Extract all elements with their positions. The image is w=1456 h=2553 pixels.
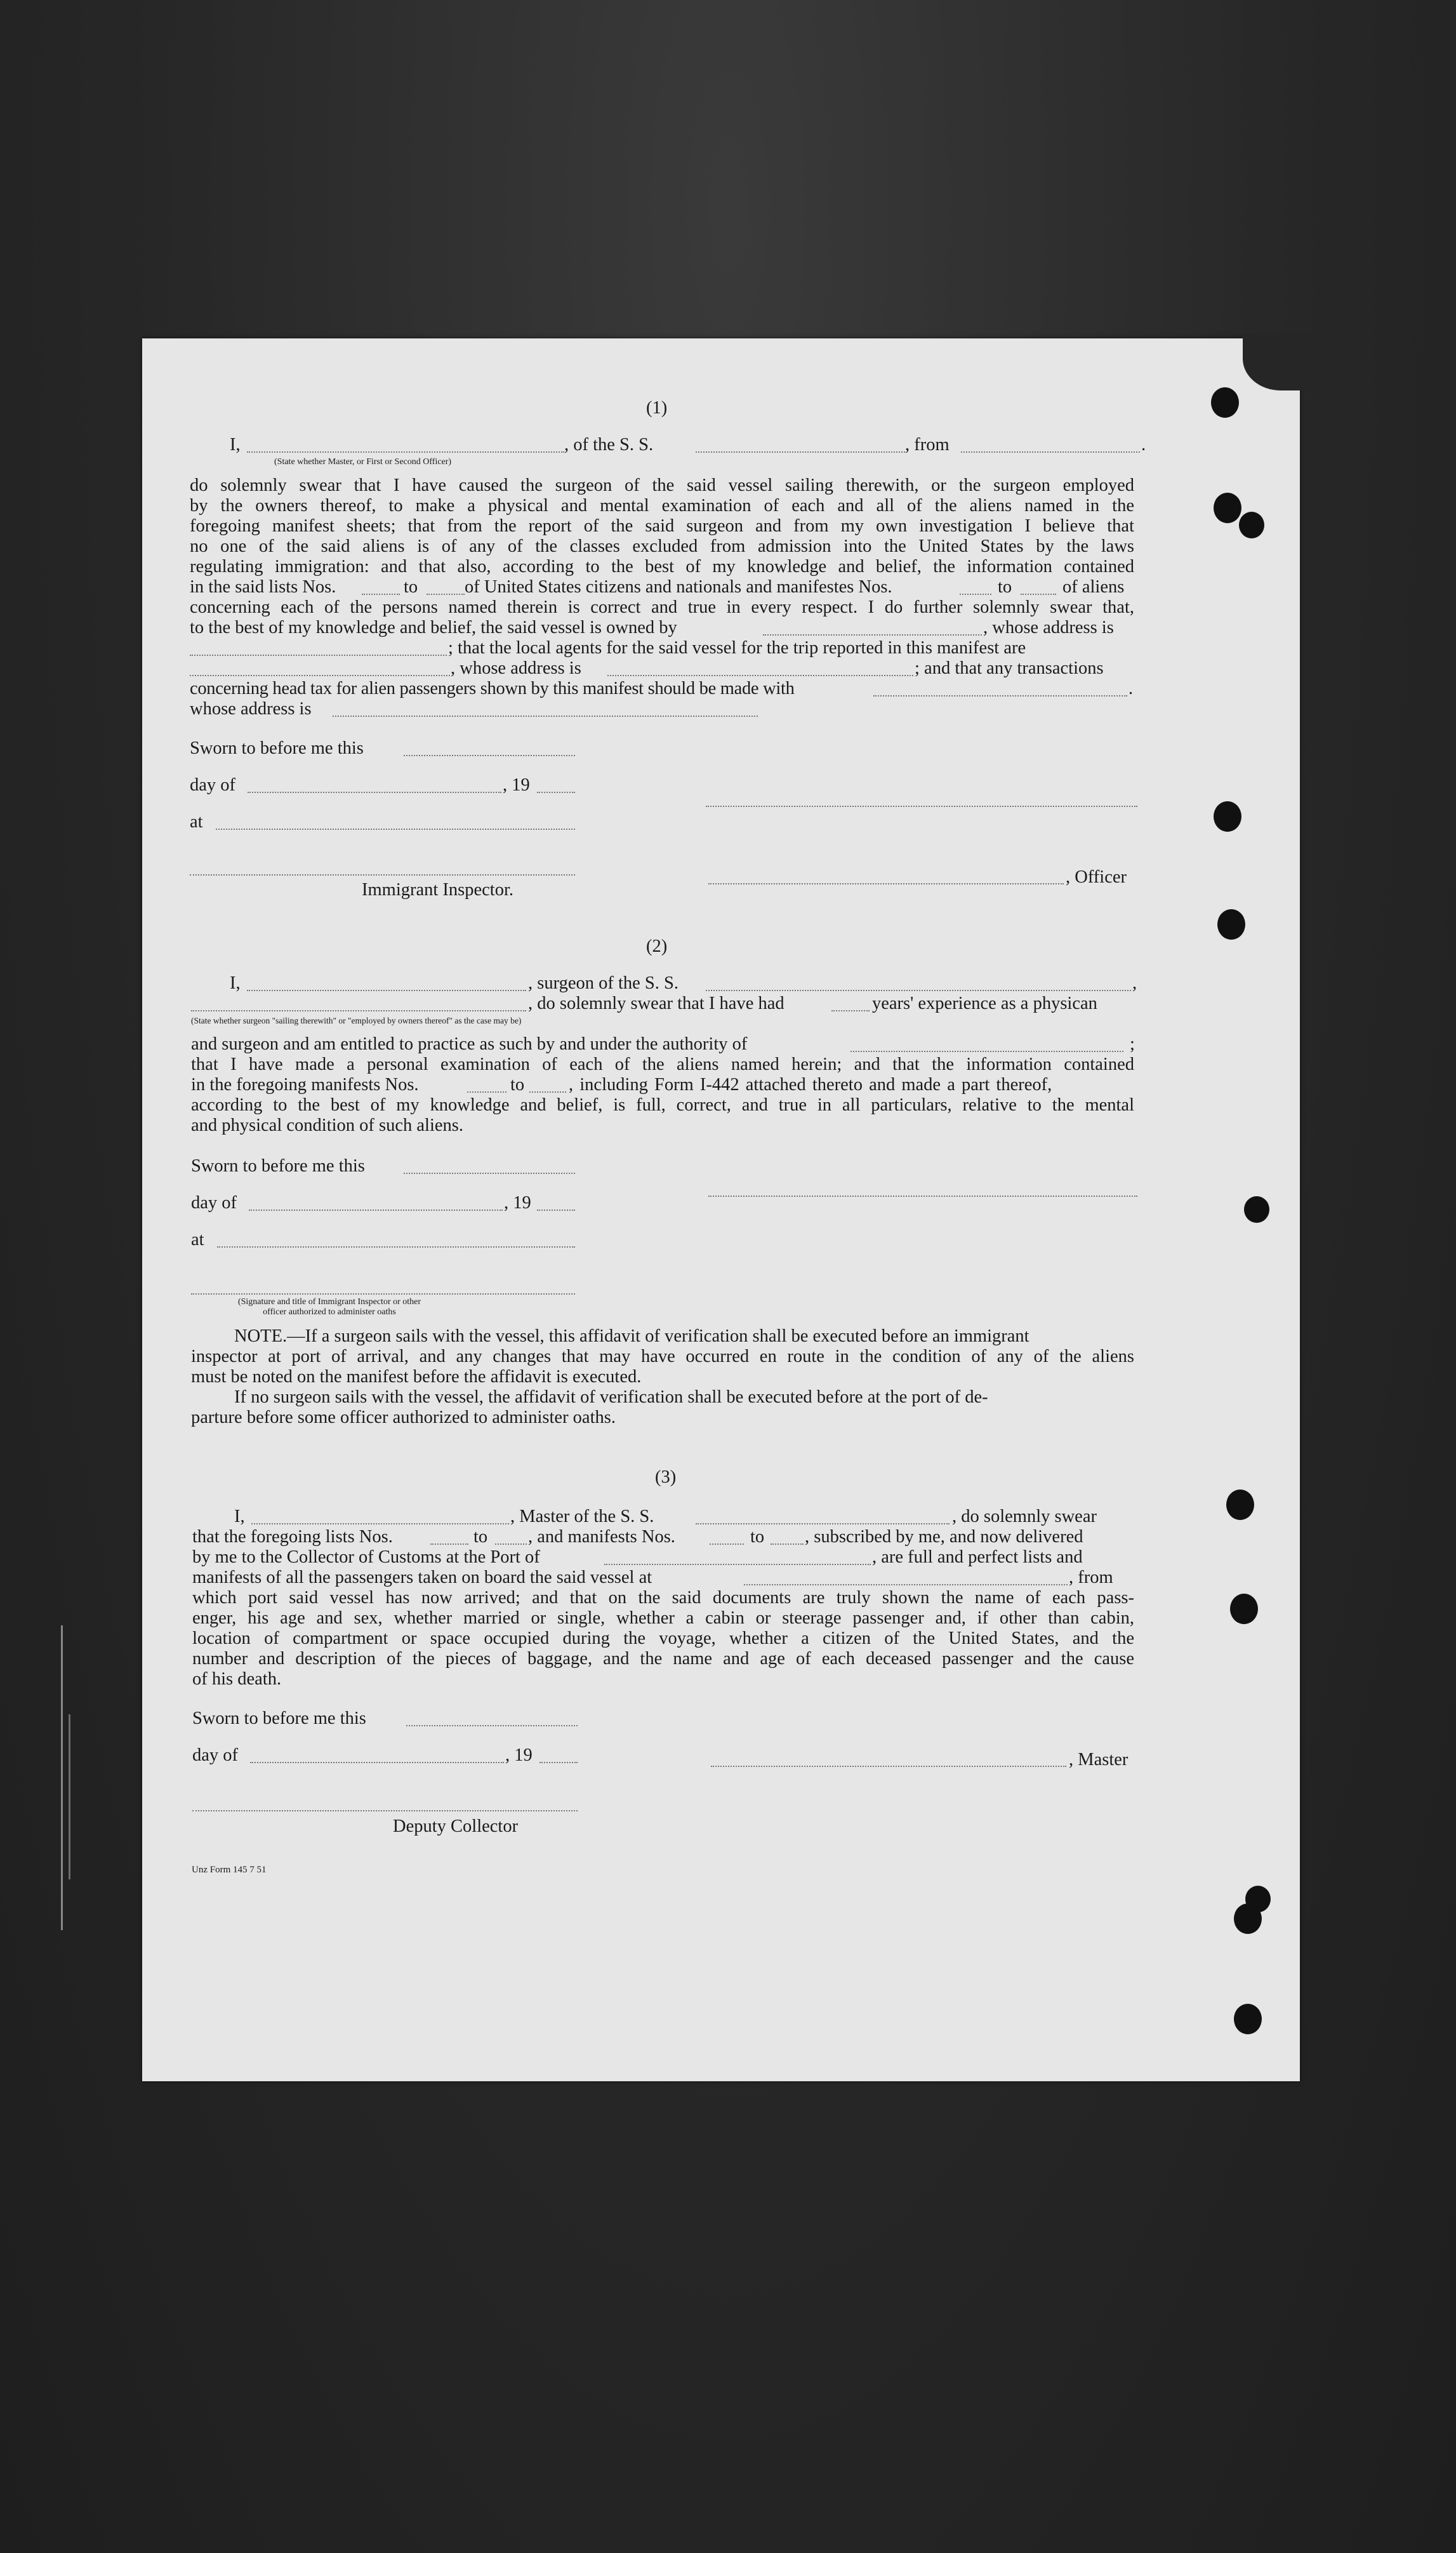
- manifest-form-page: [142, 338, 1300, 2081]
- s1-aliens-label: of aliens: [1062, 577, 1125, 597]
- s1-agents-address-label: , whose address is: [451, 658, 581, 678]
- s2-form-i442-label: , including Form I-442 attached thereto and made a part thereof,: [569, 1075, 1052, 1095]
- s2-comma: ,: [1132, 973, 1137, 993]
- s1-manifests-to-label: to: [998, 577, 1012, 597]
- s2-authority-semicolon: ;: [1130, 1034, 1135, 1054]
- s1-whose-address-field[interactable]: [333, 716, 758, 717]
- s1-lists-to-label: to: [404, 577, 418, 597]
- s2-surgeon-status-field[interactable]: [191, 1010, 526, 1011]
- s1-officer-name-field[interactable]: [247, 451, 564, 453]
- s2-solemnly-label: , do solemnly swear that I have had: [528, 994, 784, 1013]
- s2-knowledge-line: according to the best of my knowledge and belief, is full, correct, and true in all particulars, relative to the mental: [191, 1095, 1134, 1115]
- s3-port-label: by me to the Collector of Customs at the Port of: [192, 1547, 540, 1567]
- s3-from-label: , from: [1069, 1568, 1113, 1587]
- s2-manifests-nos-label: in the foregoing manifests Nos.: [191, 1075, 419, 1095]
- s1-of-ss-label: , of the S. S.: [564, 435, 654, 455]
- s1-head-tax-field[interactable]: [873, 695, 1127, 697]
- s1-manifests-to-field[interactable]: [1021, 594, 1056, 595]
- s1-day-of-label: day of: [190, 775, 236, 795]
- s2-at-label: at: [191, 1230, 204, 1250]
- s2-years-label: years' experience as a physican: [872, 994, 1097, 1013]
- s1-head-tax-label: concerning head tax for alien passengers shown by this manifest should be made with: [190, 679, 795, 698]
- punch-hole: [1239, 512, 1264, 538]
- s3-i-label: I,: [234, 1507, 245, 1526]
- s1-oath-line-2: by the owners thereof, to make a physical and mental examination of each and all of the aliens named in the: [190, 496, 1134, 516]
- s1-agents-field[interactable]: [190, 675, 450, 676]
- s1-citizens-label: of United States citizens and nationals and manifestes Nos.: [465, 577, 892, 597]
- s1-officer-hint: (State whether Master, or First or Second Officer): [274, 457, 452, 467]
- s1-officer-label: , Officer: [1066, 867, 1127, 887]
- s1-period: .: [1141, 435, 1146, 455]
- s2-years-field[interactable]: [831, 1010, 870, 1011]
- s2-surgeon-hint: (State whether surgeon "sailing therewith" or "employed by owners thereof" as the case may be): [191, 1016, 522, 1025]
- s2-note-line-1: NOTE.—If a surgeon sails with the vessel, this affidavit of verification shall be executed before an immigrant: [234, 1326, 1029, 1346]
- s3-lists-to-label: to: [473, 1527, 488, 1547]
- s1-oath-line-4: no one of the said aliens is of any of the classes excluded from admission into the United States by the laws: [190, 537, 1134, 556]
- s3-embark-port-field[interactable]: [744, 1584, 1068, 1585]
- s2-manifests-to-label: to: [510, 1075, 525, 1095]
- s2-signature-hint: (Signature and title of Immigrant Inspector or other officer authorized to administer oaths: [237, 1297, 421, 1317]
- punch-hole: [1234, 1903, 1262, 1934]
- s2-note-line-5: parture before some officer authorized to administer oaths.: [191, 1408, 616, 1427]
- s3-solemnly-label: , do solemnly swear: [952, 1507, 1097, 1526]
- s1-transactions-label: ; and that any transactions: [915, 658, 1104, 678]
- punch-hole: [1244, 1196, 1269, 1223]
- s3-manifests-to-field[interactable]: [771, 1543, 804, 1545]
- s2-year-label: , 19: [504, 1193, 531, 1213]
- s3-day-of-field[interactable]: [250, 1762, 504, 1763]
- section-3-number: (3): [655, 1467, 677, 1487]
- s1-owner-field[interactable]: [763, 634, 982, 636]
- s2-note-line-4: If no surgeon sails with the vessel, the affidavit of verification shall be executed before at the port of de-: [234, 1387, 988, 1407]
- s3-ship-name-field[interactable]: [696, 1523, 950, 1524]
- scan-scratch: [61, 1625, 63, 1930]
- scan-scratch: [69, 1714, 70, 1879]
- punch-hole: [1211, 387, 1239, 418]
- s1-officer-signature-line[interactable]: [706, 806, 1137, 807]
- s1-agents-address-field[interactable]: [607, 675, 913, 676]
- s1-head-tax-period: .: [1128, 679, 1134, 698]
- s2-inspector-signature-line[interactable]: [191, 1293, 575, 1295]
- s1-from-port-field[interactable]: [961, 451, 1140, 453]
- s3-collector-signature-line[interactable]: [192, 1810, 578, 1811]
- s3-oath-line-4: number and description of the pieces of baggage, and the name and age of each deceased passenger and the cause: [192, 1649, 1134, 1669]
- s2-year-field[interactable]: [537, 1210, 575, 1211]
- punch-hole: [1214, 493, 1241, 523]
- s3-manifests-to-label: to: [750, 1527, 765, 1547]
- s1-sworn-label: Sworn to before me this: [190, 738, 364, 758]
- s1-owner-address-label: , whose address is: [983, 618, 1114, 637]
- s1-whose-address-label: whose address is: [190, 699, 312, 719]
- form-number: Unz Form 145 7 51: [192, 1865, 267, 1875]
- s1-lists-nos-label: in the said lists Nos.: [190, 577, 336, 597]
- s2-surgeon-signature-line[interactable]: [708, 1196, 1137, 1197]
- s3-lists-to-field[interactable]: [495, 1543, 527, 1545]
- s2-day-of-field[interactable]: [249, 1210, 503, 1211]
- s3-lists-from-field[interactable]: [430, 1543, 468, 1545]
- s1-manifests-from-field[interactable]: [960, 594, 991, 595]
- s1-day-of-field[interactable]: [248, 792, 501, 793]
- s2-surgeon-name-field[interactable]: [247, 990, 526, 991]
- s3-year-label: , 19: [505, 1745, 533, 1765]
- s2-sworn-label: Sworn to before me this: [191, 1156, 365, 1176]
- s1-at-field[interactable]: [216, 829, 575, 830]
- punch-hole: [1226, 1490, 1254, 1520]
- s3-port-field[interactable]: [604, 1564, 871, 1565]
- s1-owned-by-label: to the best of my knowledge and belief, the said vessel is owned by: [190, 618, 677, 637]
- s1-ship-name-field[interactable]: [696, 451, 905, 453]
- s3-master-label: , Master: [1069, 1750, 1128, 1770]
- s3-sworn-field[interactable]: [406, 1725, 578, 1726]
- s3-oath-line-2: enger, his age and sex, whether married or single, whether a cabin or steerage passenger and, if other than cabin,: [192, 1608, 1134, 1628]
- s3-master-signature-line[interactable]: [711, 1766, 1066, 1767]
- s3-full-lists-label: , are full and perfect lists and: [872, 1547, 1083, 1567]
- s2-i-label: I,: [230, 973, 241, 993]
- section-1-number: (1): [646, 398, 668, 418]
- s3-collector-label: Deputy Collector: [393, 1816, 519, 1836]
- punch-hole: [1230, 1594, 1258, 1624]
- s1-officer-name-line[interactable]: [708, 883, 1064, 884]
- s2-authority-field[interactable]: [850, 1051, 1123, 1052]
- punch-hole: [1234, 2004, 1262, 2034]
- s3-manifests-from-field[interactable]: [710, 1543, 744, 1545]
- s1-at-label: at: [190, 812, 203, 832]
- s1-from-label: , from: [905, 435, 950, 455]
- s2-examination-line: that I have made a personal examination of each of the aliens named herein; and that the information contained: [191, 1055, 1134, 1074]
- s1-oath-line-5: regulating immigration: and that also, according to the best of my knowledge and belief, the information contained: [190, 557, 1134, 577]
- s3-master-name-field[interactable]: [251, 1523, 509, 1524]
- punch-hole: [1214, 801, 1241, 832]
- s2-condition-line: and physical condition of such aliens.: [191, 1116, 463, 1135]
- section-2-number: (2): [646, 937, 668, 956]
- s1-sworn-field[interactable]: [404, 755, 575, 756]
- s1-local-agents-label: ; that the local agents for the said vessel for the trip reported in this manifest are: [448, 638, 1026, 658]
- s3-oath-line-3: location of compartment or space occupied during the voyage, whether a citizen of the United States, and the: [192, 1629, 1134, 1648]
- s2-manifests-to-field[interactable]: [529, 1091, 566, 1093]
- s3-sworn-label: Sworn to before me this: [192, 1709, 366, 1728]
- s3-manifests-nos-label: , and manifests Nos.: [528, 1527, 675, 1547]
- s2-note-line-2: inspector at port of arrival, and any changes that may have occurred en route in the condition of any of the aliens: [191, 1347, 1134, 1366]
- s1-inspector-signature-line[interactable]: [190, 874, 575, 876]
- s1-year-field[interactable]: [537, 792, 575, 793]
- s1-oath-line-3: foregoing manifest sheets; that from the report of the said surgeon and from my own investigation I believe that: [190, 516, 1134, 536]
- s1-lists-to-field[interactable]: [427, 594, 465, 595]
- s2-sworn-field[interactable]: [404, 1173, 575, 1174]
- s2-authority-label: and surgeon and am entitled to practice as such by and under the authority of: [191, 1034, 748, 1054]
- s1-year-label: , 19: [503, 775, 530, 795]
- s2-day-of-label: day of: [191, 1193, 237, 1213]
- s2-manifests-from-field[interactable]: [467, 1091, 506, 1093]
- punch-hole: [1217, 909, 1245, 940]
- s1-i-label: I,: [230, 435, 241, 455]
- s1-inspector-label: Immigrant Inspector.: [362, 880, 514, 900]
- s3-lists-nos-label: that the foregoing lists Nos.: [192, 1527, 393, 1547]
- s1-correct-line: concerning each of the persons named therein is correct and true in every respect. I do further solemnly swear that,: [190, 597, 1134, 617]
- s1-lists-from-field[interactable]: [362, 594, 400, 595]
- s3-day-of-label: day of: [192, 1745, 239, 1765]
- s2-note-line-3: must be noted on the manifest before the affidavit is executed.: [191, 1367, 642, 1387]
- s2-at-field[interactable]: [217, 1246, 575, 1248]
- s3-oath-last-line: of his death.: [192, 1669, 282, 1689]
- s1-oath-line-1: do solemnly swear that I have caused the surgeon of the said vessel sailing therewith, or the surgeon employed: [190, 476, 1134, 495]
- s3-year-field[interactable]: [539, 1762, 578, 1763]
- s1-owner-address-field[interactable]: [190, 655, 447, 656]
- s3-oath-line-1: which port said vessel has now arrived; and that on the said documents are truly shown the name of each pass-: [192, 1588, 1134, 1608]
- s2-surgeon-of-ss-label: , surgeon of the S. S.: [528, 973, 678, 993]
- s3-master-of-ss-label: , Master of the S. S.: [510, 1507, 654, 1526]
- s2-ship-name-field[interactable]: [706, 990, 1131, 991]
- s3-taken-on-board-label: manifests of all the passengers taken on board the said vessel at: [192, 1568, 652, 1587]
- s3-subscribed-label: , subscribed by me, and now delivered: [805, 1527, 1083, 1547]
